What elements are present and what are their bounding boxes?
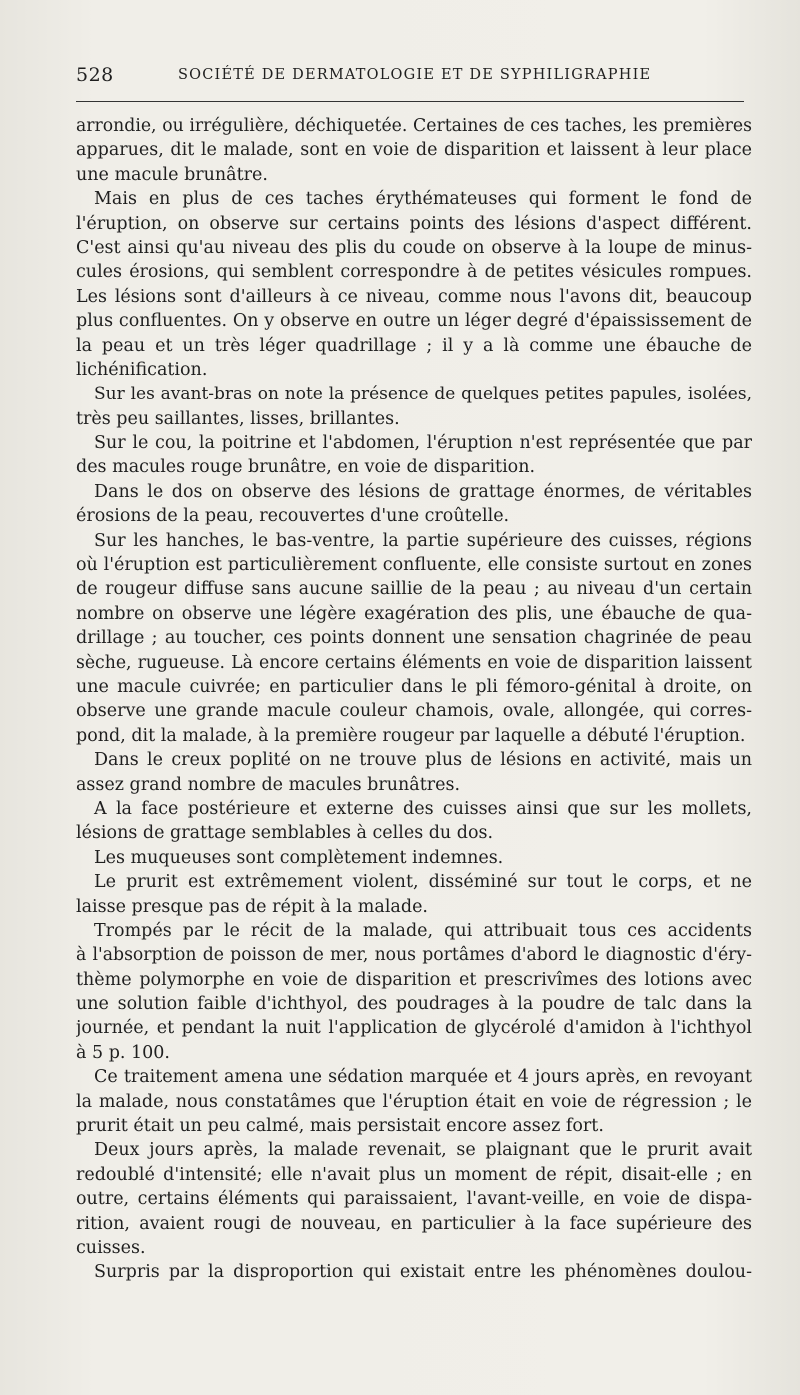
text-line: érosions de la peau, recouvertes d'une croûtelle.: [76, 506, 510, 527]
text-line: drillage ; au toucher, ces points donnent une sensation chagrinée de peau: [76, 628, 752, 649]
page-number: 528: [76, 64, 114, 86]
text-line: nombre on observe une légère exagération des plis, une ébauche de qua-: [76, 603, 752, 624]
text-line: une macule brunâtre.: [76, 164, 268, 185]
running-head: SOCIÉTÉ DE DERMATOLOGIE ET DE SYPHILIGRAPHIE: [178, 67, 652, 83]
text-line: une macule cuivrée; en particulier dans le pli fémoro-génital à droite, on: [76, 676, 752, 697]
text-line: A la face postérieure et externe des cuisses ainsi que sur les mollets,: [94, 798, 752, 819]
text-line: lichénification.: [76, 359, 208, 380]
text-line: arrondie, ou irrégulière, déchiquetée. Certaines de ces taches, les premières: [76, 116, 752, 136]
text-line: rition, avaient rougi de nouveau, en particulier à la face supérieure des: [76, 1213, 752, 1234]
text-line: cules érosions, qui semblent correspondre à de petites vésicules rompues.: [76, 262, 752, 283]
text-line: Sur les avant-bras on note la présence de quelques petites papules, isolées,: [94, 384, 752, 405]
text-line: Le prurit est extrêmement violent, disséminé sur tout le corps, et ne: [94, 872, 752, 893]
text-line: prurit était un peu calmé, mais persistait encore assez fort.: [76, 1116, 604, 1137]
text-line: redoublé d'intensité; elle n'avait plus un moment de répit, disait-elle ; en: [76, 1164, 752, 1185]
text-line: pond, dit la malade, à la première rougeur par laquelle a débuté l'éruption.: [76, 725, 746, 746]
page-header: [76, 64, 756, 88]
text-line: sèche, rugueuse. Là encore certains éléments en voie de disparition laissent: [76, 652, 752, 673]
text-line: Dans le creux poplité on ne trouve plus de lésions en activité, mais un: [94, 750, 752, 771]
text-line: Surpris par la disproportion qui existait entre les phénomènes doulou-: [94, 1262, 752, 1283]
body-text: [76, 114, 752, 1285]
text-line: la peau et un très léger quadrillage ; il y a là comme une ébauche de: [76, 335, 752, 356]
text-line: Les lésions sont d'ailleurs à ce niveau, comme nous l'avons dit, beaucoup: [76, 286, 752, 307]
text-line: l'éruption, on observe sur certains points des lésions d'aspect différent.: [76, 213, 752, 234]
text-line: laisse presque pas de répit à la malade.: [76, 896, 428, 917]
text-line: Dans le dos on observe des lésions de grattage énormes, de véritables: [94, 481, 752, 502]
text-line: Les muqueuses sont complètement indemnes.: [94, 847, 504, 868]
text-line: outre, certains éléments qui paraissaient, l'avant-veille, en voie de dispa-: [76, 1189, 752, 1210]
text-line: très peu saillantes, lisses, brillantes.: [76, 408, 400, 429]
text-line: à l'absorption de poisson de mer, nous portâmes d'abord le diagnostic d'éry-: [76, 945, 752, 966]
text-line: Sur les hanches, le bas-ventre, la partie supérieure des cuisses, régions: [94, 530, 752, 551]
text-line: Deux jours après, la malade revenait, se plaignant que le prurit avait: [94, 1140, 752, 1161]
text-line: Trompés par le récit de la malade, qui attribuait tous ces accidents: [94, 920, 752, 941]
text-line: des macules rouge brunâtre, en voie de disparition.: [76, 457, 536, 478]
text-line: Mais en plus de ces taches érythémateuses qui forment le fond de: [94, 189, 752, 210]
text-line: C'est ainsi qu'au niveau des plis du coude on observe à la loupe de minus-: [76, 237, 752, 258]
text-line: journée, et pendant la nuit l'application de glycérolé d'amidon à l'ichthyol: [76, 1018, 752, 1039]
text-line: Sur le cou, la poitrine et l'abdomen, l'éruption n'est représentée que par: [94, 433, 752, 454]
text-line: plus confluentes. On y observe en outre un léger degré d'épaississement de: [76, 311, 752, 332]
text-line: de rougeur diffuse sans aucune saillie de la peau ; au niveau d'un certain: [76, 579, 752, 600]
text-line: apparues, dit le malade, sont en voie de disparition et laissent à leur place: [76, 140, 752, 161]
text-line: où l'éruption est particulièrement confluente, elle consiste surtout en zones: [76, 555, 752, 576]
text-line: à 5 p. 100.: [76, 1042, 170, 1063]
text-line: une solution faible d'ichthyol, des poudrages à la poudre de talc dans la: [76, 994, 752, 1015]
text-line: Ce traitement amena une sédation marquée et 4 jours après, en revoyant: [94, 1067, 752, 1088]
text-line: observe une grande macule couleur chamois, ovale, allongée, qui corres-: [76, 701, 752, 722]
text-line: thème polymorphe en voie de disparition et prescrivîmes des lotions avec: [76, 969, 752, 990]
header-rule: [76, 101, 744, 102]
text-line: lésions de grattage semblables à celles du dos.: [76, 823, 494, 844]
text-line: la malade, nous constatâmes que l'éruption était en voie de régression ; le: [76, 1091, 752, 1112]
text-line: assez grand nombre de macules brunâtres.: [76, 774, 461, 795]
text-line: cuisses.: [76, 1237, 146, 1258]
